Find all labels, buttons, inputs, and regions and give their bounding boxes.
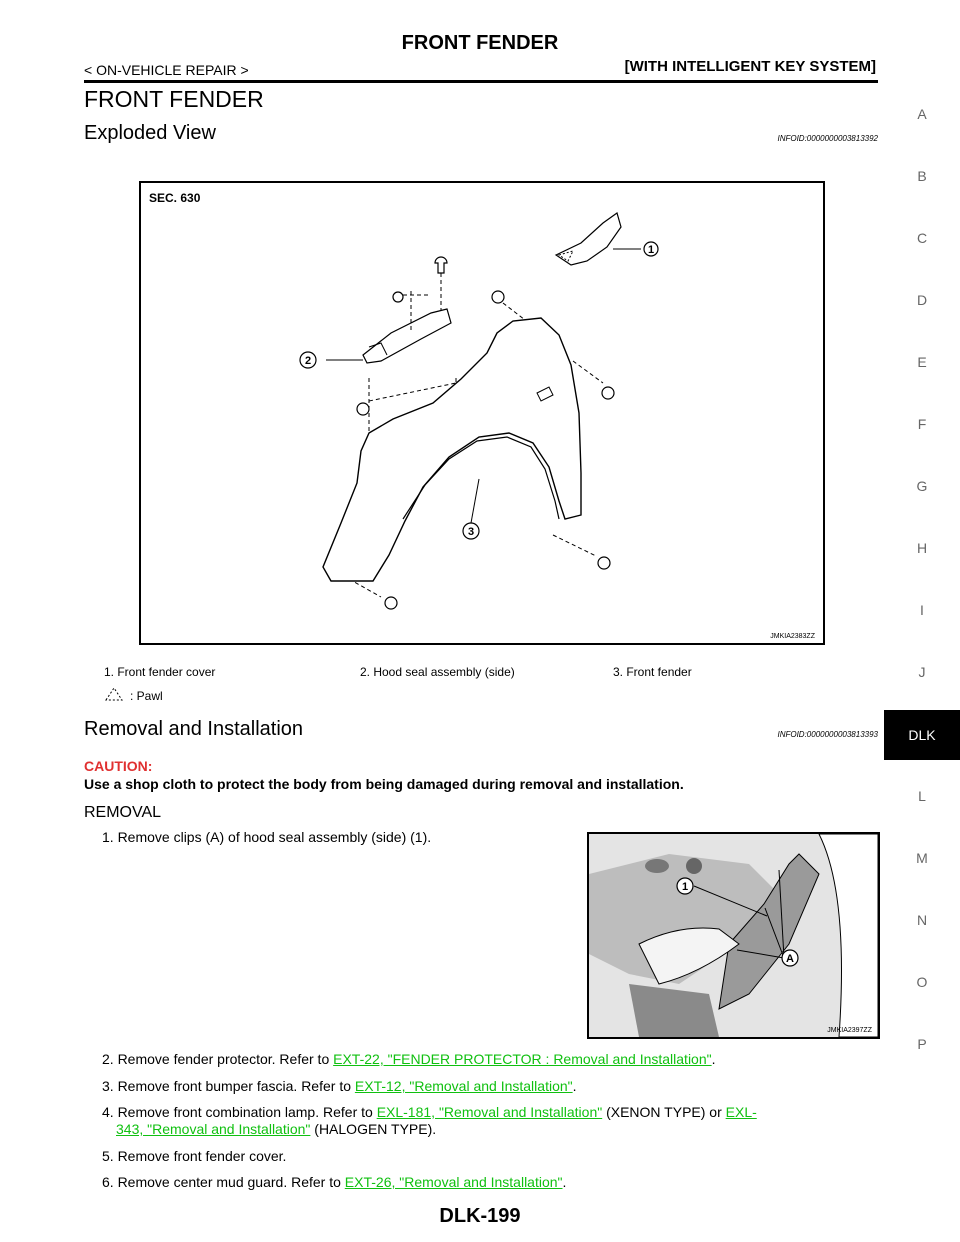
index-tab-c[interactable]: C bbox=[916, 230, 928, 246]
link-exl-181[interactable]: EXL-181, "Removal and Installation" bbox=[376, 1104, 603, 1120]
photo-callout-1: 1 bbox=[681, 881, 689, 893]
step-5: 5. Remove front fender cover. bbox=[102, 1148, 287, 1164]
index-tab-g[interactable]: G bbox=[916, 478, 928, 494]
step-2-text: 2. Remove fender protector. Refer to bbox=[102, 1051, 334, 1067]
index-tab-l[interactable]: L bbox=[918, 788, 926, 804]
step-2: 2. Remove fender protector. Refer to EXT-22, "FENDER PROTECTOR : Removal and Installation". bbox=[102, 1051, 716, 1067]
index-tab-h[interactable]: H bbox=[916, 540, 928, 556]
figure-sec-label: SEC. 630 bbox=[149, 191, 201, 205]
step-6-text: 6. Remove center mud guard. Refer to bbox=[102, 1174, 345, 1190]
header-category: < ON-VEHICLE REPAIR > bbox=[84, 62, 249, 78]
index-tab-m[interactable]: M bbox=[916, 850, 928, 866]
section-title: FRONT FENDER bbox=[84, 86, 264, 112]
exploded-info-id: INFOID:0000000003813392 bbox=[777, 134, 878, 143]
index-tab-e[interactable]: E bbox=[917, 354, 927, 370]
step-4: 4. Remove front combination lamp. Refer to EXL-181, "Removal and Installation" (XENON TYPE) or EXL- bbox=[102, 1104, 757, 1120]
index-tab-p[interactable]: P bbox=[917, 1036, 927, 1052]
link-ext-22[interactable]: EXT-22, "FENDER PROTECTOR : Removal and Installation" bbox=[333, 1051, 712, 1067]
step-3-text: 3. Remove front bumper fascia. Refer to bbox=[102, 1078, 355, 1094]
header-variant: [WITH INTELLIGENT KEY SYSTEM] bbox=[624, 58, 876, 75]
callout-1: 1 bbox=[647, 244, 655, 256]
header-rule bbox=[84, 80, 878, 83]
link-exl-343-part2[interactable]: 343, "Removal and Installation" bbox=[116, 1121, 311, 1137]
index-tab-i[interactable]: I bbox=[920, 602, 924, 618]
side-index bbox=[884, 100, 960, 1100]
pawl-legend: : Pawl bbox=[130, 689, 163, 703]
link-ext-26[interactable]: EXT-26, "Removal and Installation" bbox=[344, 1174, 563, 1190]
callout-3: 3 bbox=[467, 526, 475, 538]
index-tab-f[interactable]: F bbox=[917, 416, 927, 432]
legend-item-3: 3. Front fender bbox=[613, 665, 692, 679]
exploded-figure-id: JMKIA2383ZZ bbox=[770, 633, 815, 640]
index-tab-a[interactable]: A bbox=[917, 106, 927, 122]
exploded-view-figure bbox=[139, 181, 825, 645]
photo-callout-a: A bbox=[786, 953, 794, 965]
front-fender-part bbox=[323, 318, 581, 581]
index-tab-n[interactable]: N bbox=[916, 912, 928, 928]
index-tab-d[interactable]: D bbox=[916, 292, 928, 308]
clip-removal-photo bbox=[587, 832, 880, 1039]
hood-seal-part bbox=[363, 309, 451, 363]
clip-removal-drawing bbox=[589, 834, 878, 1037]
page-number: DLK-199 bbox=[439, 1205, 521, 1227]
photo-figure-id: JMKIA2397ZZ bbox=[827, 1027, 872, 1034]
link-ext-12[interactable]: EXT-12, "Removal and Installation" bbox=[354, 1078, 573, 1094]
pawl-symbol-icon bbox=[104, 686, 124, 702]
front-fender-cover-part bbox=[556, 213, 621, 265]
step-4-continued: 343, "Removal and Installation" (HALOGEN TYPE). bbox=[116, 1121, 437, 1137]
removal-info-id: INFOID:0000000003813393 bbox=[777, 730, 878, 739]
page-header-title: FRONT FENDER bbox=[401, 32, 559, 54]
step-6: 6. Remove center mud guard. Refer to EXT-26, "Removal and Installation". bbox=[102, 1174, 567, 1190]
callout-2: 2 bbox=[304, 355, 312, 367]
step-3: 3. Remove front bumper fascia. Refer to EXT-12, "Removal and Installation". bbox=[102, 1078, 577, 1094]
caution-heading: CAUTION: bbox=[84, 758, 153, 774]
link-exl-343-part1[interactable]: EXL- bbox=[725, 1104, 757, 1120]
exploded-view-drawing bbox=[141, 183, 823, 643]
index-tab-b[interactable]: B bbox=[917, 168, 927, 184]
index-tab-o[interactable]: O bbox=[916, 974, 928, 990]
exploded-view-heading: Exploded View bbox=[84, 122, 216, 144]
caution-text: Use a shop cloth to protect the body from being damaged during removal and installation. bbox=[84, 776, 684, 792]
index-tab-dlk-active[interactable]: DLK bbox=[884, 710, 960, 760]
removal-heading: Removal and Installation bbox=[84, 718, 304, 740]
index-tab-j[interactable]: J bbox=[918, 664, 926, 680]
step-1: 1. Remove clips (A) of hood seal assembly (side) (1). bbox=[102, 829, 432, 845]
legend-item-1: 1. Front fender cover bbox=[104, 665, 216, 679]
legend-item-2: 2. Hood seal assembly (side) bbox=[360, 665, 515, 679]
step-4-text: 4. Remove front combination lamp. Refer to bbox=[102, 1104, 377, 1120]
removal-subheading: REMOVAL bbox=[84, 804, 162, 821]
